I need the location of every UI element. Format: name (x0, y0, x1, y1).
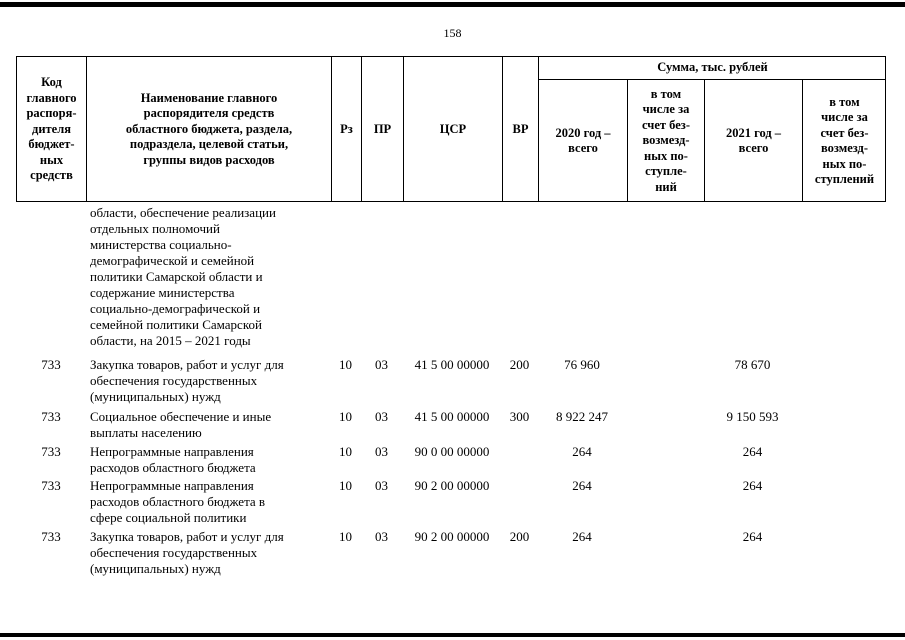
row-code: 733 (41, 357, 61, 372)
row-sum-2020: 76 960 (564, 357, 600, 372)
row-csr: 41 5 00 00000 (414, 409, 490, 424)
row-code: 733 (41, 409, 61, 424)
row-rz: 10 (339, 444, 352, 459)
row-name: Социальное обеспечение и иные выплаты населению (90, 409, 272, 440)
header-csr: ЦСР (403, 56, 502, 202)
header-2020-grants: в том числе за счет без- возмезд- ных по- ступле- ний (627, 79, 704, 202)
row-csr: 41 5 00 00000 (414, 357, 490, 372)
row-sum-2020: 264 (572, 478, 592, 493)
row-pr: 03 (375, 478, 388, 493)
page-number: 158 (443, 26, 462, 40)
row-pr: 03 (375, 444, 388, 459)
top-rule (0, 2, 905, 7)
row-sum-2020: 264 (572, 529, 592, 544)
row-code: 733 (41, 529, 61, 544)
header-code: Код главного распоря- дителя бюджет- ных средств (16, 56, 86, 202)
row-code: 733 (41, 478, 61, 493)
bottom-rule (0, 633, 905, 637)
row-sum-2021: 264 (742, 478, 763, 493)
row-name: Непрограммные направления расходов областного бюджета в сфере социальной политики (90, 478, 266, 525)
header-name: Наименование главного распорядителя средств областного бюджета, раздела, подраздела, целевой статьи, группы видов расходов (86, 56, 331, 202)
row-sum-2021: 9 150 593 (726, 409, 779, 424)
row-name: Закупка товаров, работ и услуг для обеспечения государственных (муниципальных) нужд (90, 357, 284, 404)
row-pr: 03 (375, 409, 388, 424)
row-sum-2021: 264 (742, 529, 763, 544)
header-rz: Рз (331, 56, 361, 202)
row-rz: 10 (339, 357, 352, 372)
row-code: 733 (41, 444, 61, 459)
header-sum-group: Сумма, тыс. рублей (538, 56, 886, 79)
header-2020-total: 2020 год – всего (538, 79, 627, 202)
row-rz: 10 (339, 409, 352, 424)
row-pr: 03 (375, 529, 388, 544)
row-name: Закупка товаров, работ и услуг для обеспечения государственных (муниципальных) нужд (90, 529, 284, 576)
row-sum-2021: 78 670 (734, 357, 771, 372)
header-2021-total: 2021 год – всего (704, 79, 802, 202)
continuation-name: области, обеспечение реализации отдельных полномочий министерства социально- демографической и семейной политики Самарской области и содержание министерства социально-демографической и семейной политики Самарской области, на 2015 – 2021 годы (90, 205, 276, 348)
row-pr: 03 (375, 357, 388, 372)
header-vr: ВР (502, 56, 538, 202)
row-sum-2020: 8 922 247 (556, 409, 608, 424)
row-vr: 200 (509, 357, 530, 372)
row-csr: 90 2 00 00000 (414, 478, 490, 493)
row-csr: 90 2 00 00000 (414, 529, 490, 544)
row-vr: 300 (509, 409, 530, 424)
row-name: Непрограммные направления расходов областного бюджета (90, 444, 256, 475)
row-rz: 10 (339, 478, 352, 493)
header-2021-grants: в том числе за счет без- возмезд- ных по- ступлений (802, 79, 886, 202)
row-vr: 200 (509, 529, 530, 544)
row-sum-2020: 264 (572, 444, 592, 459)
header-pr: ПР (361, 56, 403, 202)
row-sum-2021: 264 (742, 444, 763, 459)
row-rz: 10 (339, 529, 352, 544)
row-csr: 90 0 00 00000 (414, 444, 490, 459)
